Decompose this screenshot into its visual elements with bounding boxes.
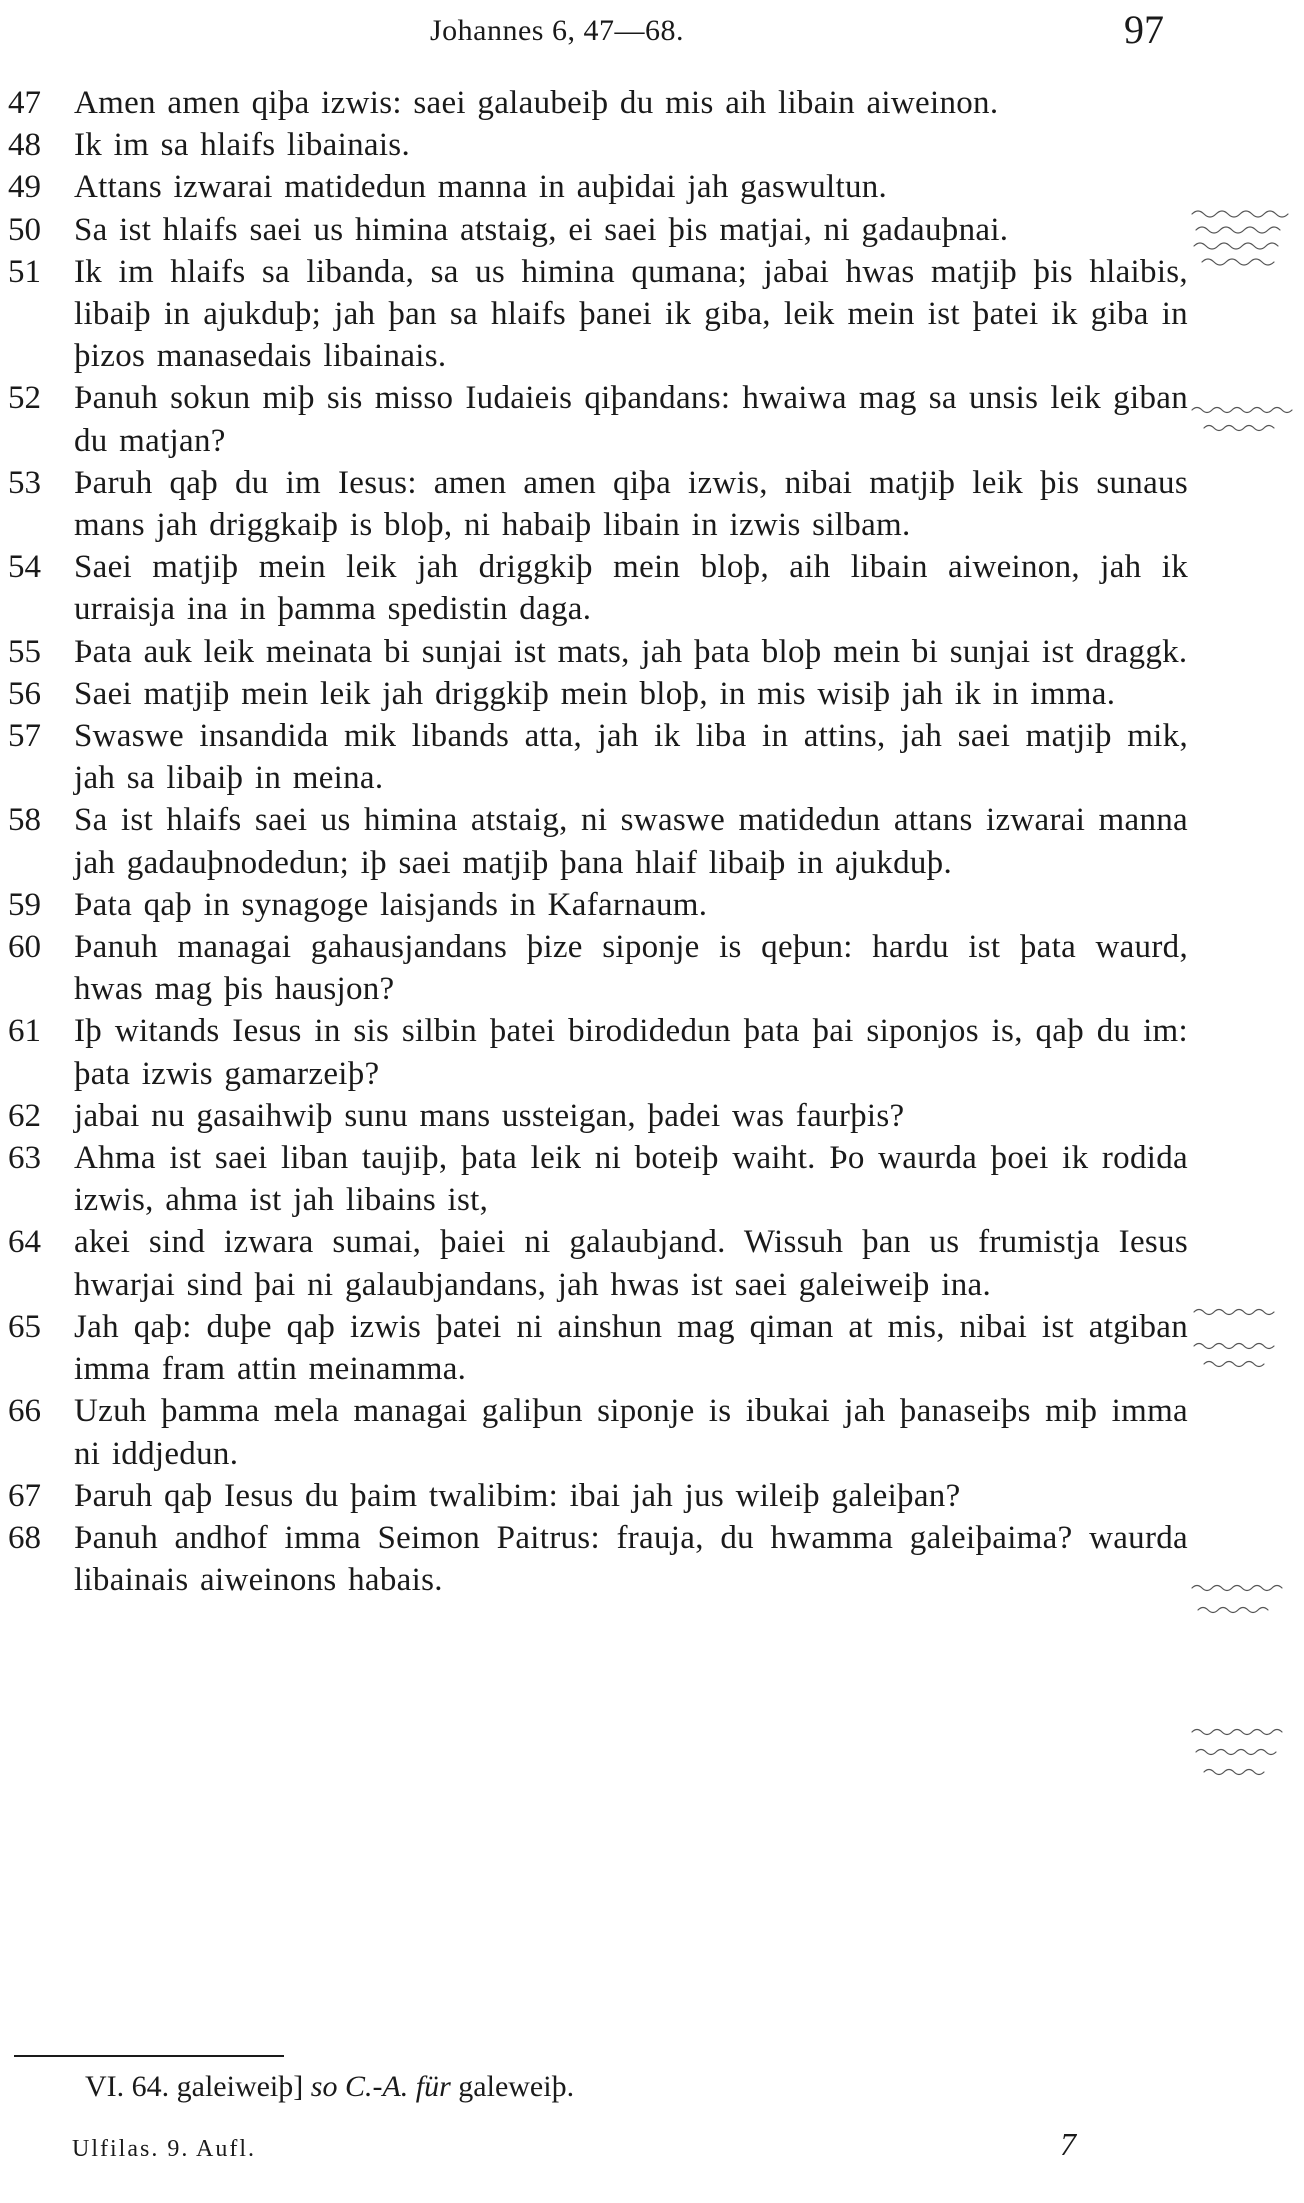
verse-number: 59 [8,886,41,923]
verse-text: Ik im hlaifs sa libanda, sa us himina qumana; jabai hwas matjiþ þis hlaibis, libaiþ in ajukduþ; jah þan sa hlaifs þanei ik giba, leik mein ist þatei ik giba in þizos manasedais libainais. [74,253,1188,375]
running-head [0,6,1304,58]
verse-text: Þanuh andhof imma Seimon Paitrus: frauja, du hwamma galeiþaima? waurda libainais aiweinons habais. [74,1519,1188,1599]
verse-text: Sa ist hlaifs saei us himina atstaig, ei saei þis matjai, ni gadauþnai. [74,211,1009,248]
verse-number: 48 [8,127,41,164]
footnote-italic-fuer: für [415,2070,451,2103]
verse-text: Attans izwarai matidedun manna in auþidai jah gaswultun. [74,169,888,206]
verse-text: Ahma ist saei liban taujiþ, þata leik ni boteiþ waiht. Þo waurda þoei ik rodida izwis, ahma ist jah libains ist, [74,1140,1188,1219]
verse-48 [8,124,1188,166]
verse-51 [8,251,1188,378]
verse-54 [8,546,1188,630]
verse-text: Þata qaþ in synagoge laisjands in Kafarnaum. [74,886,708,923]
verse-text: jabai nu gasaihwiþ sunu mans ussteigan, þadei was faurþis? [74,1097,905,1134]
verse-number: 61 [8,1013,41,1050]
verse-number: 65 [8,1308,41,1345]
verse-68 [8,1517,1188,1601]
verse-text: Þata auk leik meinata bi sunjai ist mats, jah þata bloþ mein bi sunjai ist draggk. [74,633,1188,670]
verse-67 [8,1475,1188,1517]
verse-number: 56 [8,675,41,712]
footnote-text: galeweiþ. [458,2070,575,2103]
footnote [85,2070,574,2104]
sheet-number: 7 [1060,2126,1076,2162]
verse-text: Saei matjiþ mein leik jah driggkiþ mein bloþ, aih libain aiweinon, jah ik urraisja ina in þamma spedistin daga. [74,549,1188,628]
verse-text: Iþ witands Iesus in sis silbin þatei birodidedun þata þai siponjos is, qaþ du im: þata izwis gamarzeiþ? [74,1013,1188,1092]
verse-number: 64 [8,1224,41,1261]
verse-text: Saei matjiþ mein leik jah driggkiþ mein bloþ, in mis wisiþ jah ik in imma. [74,675,1116,712]
verse-text: Þanuh sokun miþ sis misso Iudaieis qiþandans: hwaiwa mag sa unsis leik giban du matjan? [74,380,1188,459]
footnote-source: C.-A. [344,2070,409,2103]
verse-number: 60 [8,929,41,966]
footnote-rule [14,2055,284,2057]
verse-number: 51 [8,253,41,290]
verse-number: 54 [8,549,41,586]
verse-59 [8,884,1188,926]
verse-number: 58 [8,802,41,839]
verse-text: Sa ist hlaifs saei us himina atstaig, ni swaswe matidedun attans izwarai manna jah gadauþnodedun; iþ saei matjiþ þana hlaif libaiþ in ajukduþ. [74,802,1188,881]
pencil-scribbles-icon [1190,200,1300,2000]
verse-text: akei sind izwara sumai, þaiei ni galaubjand. Wissuh þan us frumistja Iesus hwarjai sind þai ni galaubjandans, jah hwas ist saei galeiweiþ ina. [74,1224,1188,1303]
verse-text: Þaruh qaþ Iesus du þaim twalibim: ibai jah jus wileiþ galeiþan? [74,1477,961,1514]
verse-49 [8,166,1188,208]
verse-57 [8,715,1188,799]
footnote-italic-so: so [310,2070,338,2103]
verse-65 [8,1306,1188,1390]
verse-50 [8,209,1188,251]
verse-number: 53 [8,464,41,501]
verse-text: Þanuh managai gahausjandans þize siponje is qeþun: hardu ist þata waurd, hwas mag þis hausjon? [74,929,1188,1008]
verse-60 [8,926,1188,1010]
verse-text: Þaruh qaþ du im Iesus: amen amen qiþa izwis, nibai matjiþ leik þis sunaus mans jah driggkaiþ is bloþ, ni habaiþ libain in izwis silbam. [74,464,1188,544]
verse-text: Swaswe insandida mik libands atta, jah ik liba in attins, jah saei matjiþ mik, jah sa libaiþ in meina. [74,718,1188,797]
verse-56 [8,673,1188,715]
verse-number: 52 [8,380,41,417]
verse-number: 67 [8,1477,41,1514]
verse-58 [8,799,1188,883]
footnote-ref: VI. 64. galeiweiþ] [85,2070,304,2103]
page-number: 97 [1124,7,1164,52]
verse-text: Jah qaþ: duþe qaþ izwis þatei ni ainshun mag qiman at mis, nibai ist atgiban imma fram attin meinamma. [74,1308,1188,1388]
verse-52 [8,377,1188,461]
sheet-signature: Ulfilas. 9. Aufl. [72,2136,256,2162]
verse-list [8,82,1188,1601]
verse-47 [8,82,1188,124]
verse-number: 55 [8,633,41,670]
verse-61 [8,1010,1188,1094]
verse-66 [8,1390,1188,1474]
verse-64 [8,1221,1188,1305]
verse-text: Uzuh þamma mela managai galiþun siponje is ibukai jah þanaseiþs miþ imma ni iddjedun. [74,1393,1188,1472]
verse-63 [8,1137,1188,1221]
verse-number: 49 [8,169,41,206]
verse-text: Ik im sa hlaifs libainais. [74,127,410,164]
verse-number: 57 [8,718,41,755]
verse-number: 47 [8,85,41,121]
verse-number: 68 [8,1519,41,1556]
verse-number: 62 [8,1097,41,1134]
handwritten-margin-notes [1190,200,1300,2000]
verse-text: Amen amen qiþa izwis: saei galaubeiþ du mis aih libain aiweinon. [74,85,999,121]
verse-number: 66 [8,1393,41,1430]
running-title: Johannes 6, 47—68. [430,14,684,47]
verse-number: 63 [8,1140,41,1177]
verse-55 [8,631,1188,673]
verse-number: 50 [8,211,41,248]
verse-53 [8,462,1188,546]
verse-62 [8,1095,1188,1137]
